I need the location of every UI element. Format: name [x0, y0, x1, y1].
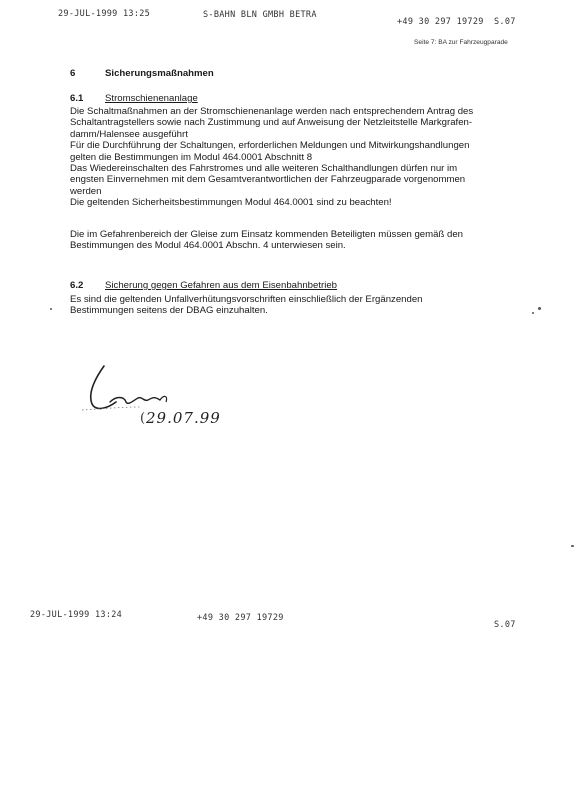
- paragraph-line: engsten Einvernehmen mit dem Gesamtverantwortlichen der Fahrzeugparade vorgenommen: [70, 174, 466, 186]
- fax-header-datetime: 29-JUL-1999 13:25: [58, 9, 151, 19]
- subsection-6-1-paragraph: [70, 106, 540, 209]
- scan-speck: [538, 307, 541, 310]
- paragraph-line: Das Wiedereinschalten des Fahrstromes und alle weiteren Schalthandlungen dürfen nur im: [70, 163, 458, 175]
- fax-header-page: S.07: [494, 17, 516, 27]
- fax-header-sender: S-BAHN BLN GMBH BETRA: [203, 10, 317, 20]
- paragraph-line: Bestimmungen seitens der DBAG einzuhalten.: [70, 305, 268, 317]
- section-title: Sicherungsmaßnahmen: [105, 68, 214, 79]
- paragraph-line: Es sind die geltenden Unfallverhütungsvorschriften einschließlich der Ergänzenden: [70, 294, 423, 305]
- subsection-6-2-number: 6.2: [70, 280, 84, 291]
- handwritten-date: 29.07.99: [146, 409, 221, 427]
- paragraph-line: Bestimmungen des Modul 464.0001 Abschn. 4 unterwiesen sein.: [70, 240, 346, 252]
- fax-footer-page: S.07: [494, 620, 516, 630]
- subsection-6-2-title: Sicherung gegen Gefahren aus dem Eisenbahnbetrieb: [105, 280, 338, 291]
- scan-speck: [571, 545, 574, 547]
- subsection-6-2-paragraph: [70, 294, 540, 317]
- fax-footer-phone: +49 30 297 19729: [197, 613, 284, 623]
- scan-speck: [532, 312, 534, 314]
- handwritten-paren: (: [140, 411, 146, 426]
- page-reference: Seite 7: BA zur Fahrzeugparade: [414, 39, 508, 46]
- paragraph-line: Die Schaltmaßnahmen an der Stromschienenanlage werden nach entsprechendem Antrag des: [70, 106, 474, 117]
- fax-header-phone: +49 30 297 19729: [397, 17, 484, 27]
- subsection-6-1-title: Stromschienenanlage: [105, 93, 198, 104]
- paragraph-line: werden: [70, 185, 102, 197]
- fax-footer-datetime: 29-JUL-1999 13:24: [30, 610, 123, 620]
- subsection-6-1-number: 6.1: [70, 93, 84, 104]
- paragraph-line: Für die Durchführung der Schaltungen, erforderlichen Meldungen und Mitwirkungshandlungen: [70, 140, 470, 152]
- subsection-6-1-paragraph-2: [70, 229, 540, 252]
- paragraph-line: Die geltenden Sicherheitsbestimmungen Modul 464.0001 sind zu beachten!: [70, 197, 392, 209]
- paragraph-line: gelten die Bestimmungen im Modul 464.0001 Abschnitt 8: [70, 151, 313, 163]
- handwritten-signature: [80, 360, 210, 415]
- paragraph-line: Schaltantragstellers sowie nach Zustimmung und auf Anweisung der Netzleitstelle Markgrafen-: [70, 117, 473, 129]
- paragraph-line: damm/Halensee ausgeführt: [70, 128, 188, 140]
- paragraph-line: Die im Gefahrenbereich der Gleise zum Einsatz kommenden Beteiligten müssen gemäß den: [70, 229, 464, 240]
- section-number: 6: [70, 68, 76, 79]
- scan-speck: [50, 308, 52, 310]
